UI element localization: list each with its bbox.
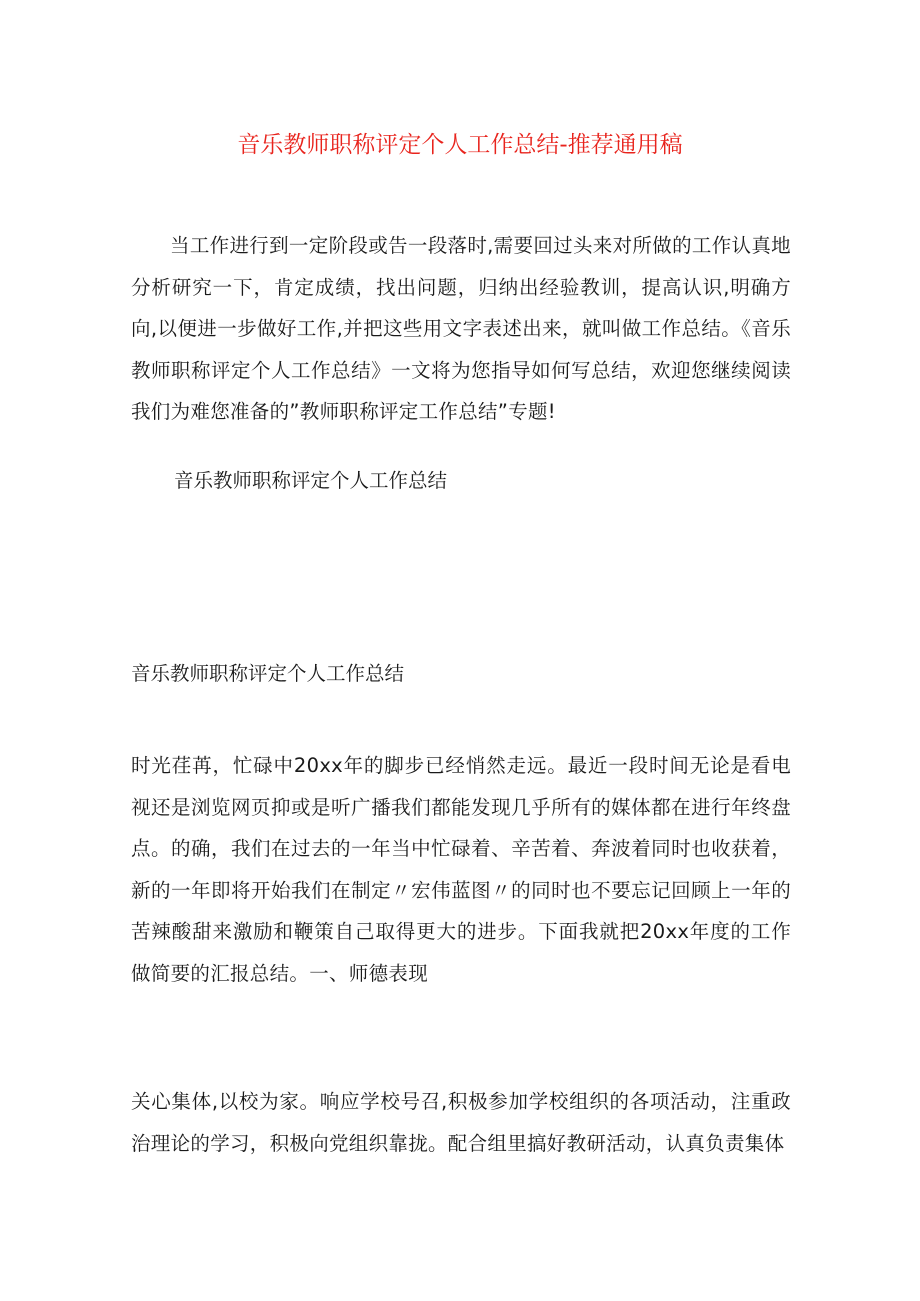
body-paragraph-ethics: 关心集体,以校为家。响应学校号召,积极参加学校组织的各项活动，注重政治理论的学习，积极向党组织靠拢。配合组里搞好教研活动，认真负责集体 <box>131 1090 791 1155</box>
intro-paragraph: 当工作进行到一定阶段或告一段落时,需要回过头来对所做的工作认真地分析研究一下，肯定成绩，找出问题，归纳出经验教训，提高认识,明确方向,以便进一步做好工作,并把这些用文字表述出来，就叫做工作总结。《音乐教师职称评定个人工作总结》一文将为您指导如何写总结，欢迎您继续阅读我们为难您准备的”教师职称评定工作总结”专题! <box>131 234 791 423</box>
document-title: 音乐教师职称评定个人工作总结-推荐通用稿 <box>237 132 683 158</box>
section-subheading: 音乐教师职称评定个人工作总结 <box>174 469 448 492</box>
article-heading: 音乐教师职称评定个人工作总结 <box>131 662 405 685</box>
body-paragraph-review: 时光荏苒，忙碌中20xx年的脚步已经悄然走远。最近一段时间无论是看电视还是浏览网页抑或是听广播我们都能发现几乎所有的媒体都在进行年终盘点。的确，我们在过去的一年当中忙碌着、辛苦着、奔波着同时也收获着，新的一年即将开始我们在制定〃宏伟蓝图〃的同时也不要忘记回顾上一年的苦辣酸甜来激励和鞭策自己取得更大的进步。下面我就把20xx年度的工作做简要的汇报总结。一、师德表现 <box>131 754 791 985</box>
